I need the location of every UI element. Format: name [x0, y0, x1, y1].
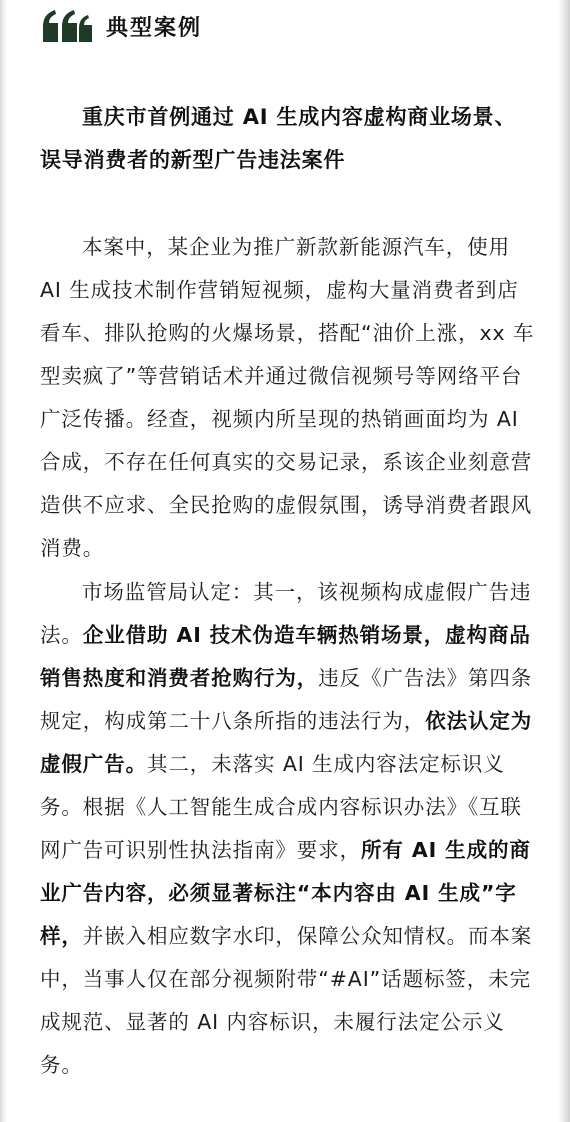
paragraph-2-text: 其二，未落实 AI 生成内容法定标识义务。根据《人工智能生成合成内容标识办法》《互联网广告可识别性执法指南》要求， [40, 752, 522, 862]
case-paragraph-2 [40, 571, 535, 1087]
case-title: 重庆市首例通过 AI 生成内容虚构商业场景、误导消费者的新型广告违法案件 [40, 105, 517, 172]
paragraph-2-bold-text: 所有 AI 生成的商业广告内容，必须显著标注“本内容由 AI 生成”字样， [40, 838, 531, 948]
page-edge-right [558, 0, 570, 1122]
paragraph-2-bold-text: 依法认定为虚假广告。 [40, 709, 533, 776]
paragraph-2-bold-text: 企业借助 AI 技术伪造车辆热销场景，虚构商品销售热度和消费者抢购行为， [40, 623, 531, 690]
paragraph-2-text: 违反《广告法》第四条规定，构成第二十八条所指的违法行为， [40, 666, 533, 733]
case-paragraph-1: 本案中，某企业为推广新款新能源汽车，使用 AI 生成技术制作营销短视频，虚构大量消费者到店看车、排队抢购的火爆场景，搭配“油价上涨，xx 车型卖疯了”等营销话术并通过微信视频号等网络平台广泛传播。经查，视频内所呈现的热销画面均为 AI 合成，不存在任何真实的交易记录，系该企业刻意营造供不应求、全民抢购的虚假氛围，诱导消费者跟风消费。 [40, 235, 535, 560]
paragraph-2-text: 市场监管局认定：其一，该视频构成虚假广告违法。 [40, 580, 532, 647]
paragraph-2-text: 并嵌入相应数字水印，保障公众知情权。而本案中，当事人仅在部分视频附带“#AI”话题标签，未完成规范、显著的 AI 内容标识，未履行法定公示义务。 [40, 924, 533, 1077]
page-edge-left [0, 0, 7, 1122]
section-title: 典型案例 [106, 15, 203, 41]
double-quote-icon [40, 6, 96, 46]
section-header [40, 4, 202, 48]
